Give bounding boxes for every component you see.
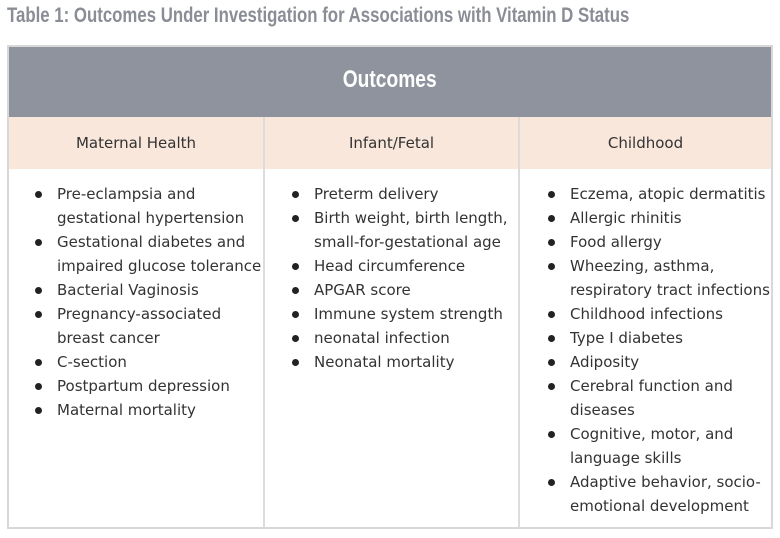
list-item: Bacterial Vaginosis bbox=[32, 278, 267, 302]
childhood-cell bbox=[518, 169, 771, 527]
infant-fetal-cell bbox=[263, 169, 518, 527]
list-item: Head circumference bbox=[289, 254, 524, 278]
table-caption: Table 1: Outcomes Under Investigation for Associations with Vitamin D Status bbox=[7, 4, 630, 27]
outcomes-table bbox=[7, 45, 773, 529]
list-item: C-section bbox=[32, 350, 267, 374]
table-header-row bbox=[9, 117, 771, 169]
list-item: Allergic rhinitis bbox=[545, 206, 775, 230]
list-item: Cognitive, motor, and language skills bbox=[545, 422, 775, 470]
list-item: Adiposity bbox=[545, 350, 775, 374]
list-item: Neonatal mortality bbox=[289, 350, 524, 374]
list-item: Birth weight, birth length, small-for-gestational age bbox=[289, 206, 524, 254]
list-item: APGAR score bbox=[289, 278, 524, 302]
table-title-row bbox=[9, 47, 771, 117]
list-item: Preterm delivery bbox=[289, 182, 524, 206]
list-item: Postpartum depression bbox=[32, 374, 267, 398]
list-item: Cerebral function and diseases bbox=[545, 374, 775, 422]
list-item: Eczema, atopic dermatitis bbox=[545, 182, 775, 206]
column-header-childhood: Childhood bbox=[518, 117, 771, 169]
column-header-maternal-health: Maternal Health bbox=[75, 134, 197, 152]
table-title: Outcomes bbox=[343, 66, 437, 93]
maternal-health-cell bbox=[9, 169, 263, 527]
maternal-health-list bbox=[32, 182, 263, 422]
table-body-row bbox=[9, 169, 771, 527]
list-item: Childhood infections bbox=[545, 302, 775, 326]
list-item: Wheezing, asthma, respiratory tract infections bbox=[545, 254, 775, 302]
list-item: Immune system strength bbox=[289, 302, 524, 326]
list-item: neonatal infection bbox=[289, 326, 524, 350]
list-item: Food allergy bbox=[545, 230, 775, 254]
list-item: Adaptive behavior, socio-emotional development bbox=[545, 470, 775, 518]
childhood-list bbox=[545, 182, 771, 518]
infant-fetal-list bbox=[289, 182, 518, 374]
list-item: Maternal mortality bbox=[32, 398, 267, 422]
column-header-infant-fetal: Infant/Fetal bbox=[263, 117, 518, 169]
list-item: Gestational diabetes and impaired glucose tolerance bbox=[32, 230, 267, 278]
list-item: Type I diabetes bbox=[545, 326, 775, 350]
list-item: Pre-eclampsia and gestational hypertension bbox=[32, 182, 267, 230]
list-item: Pregnancy-associated breast cancer bbox=[32, 302, 267, 350]
